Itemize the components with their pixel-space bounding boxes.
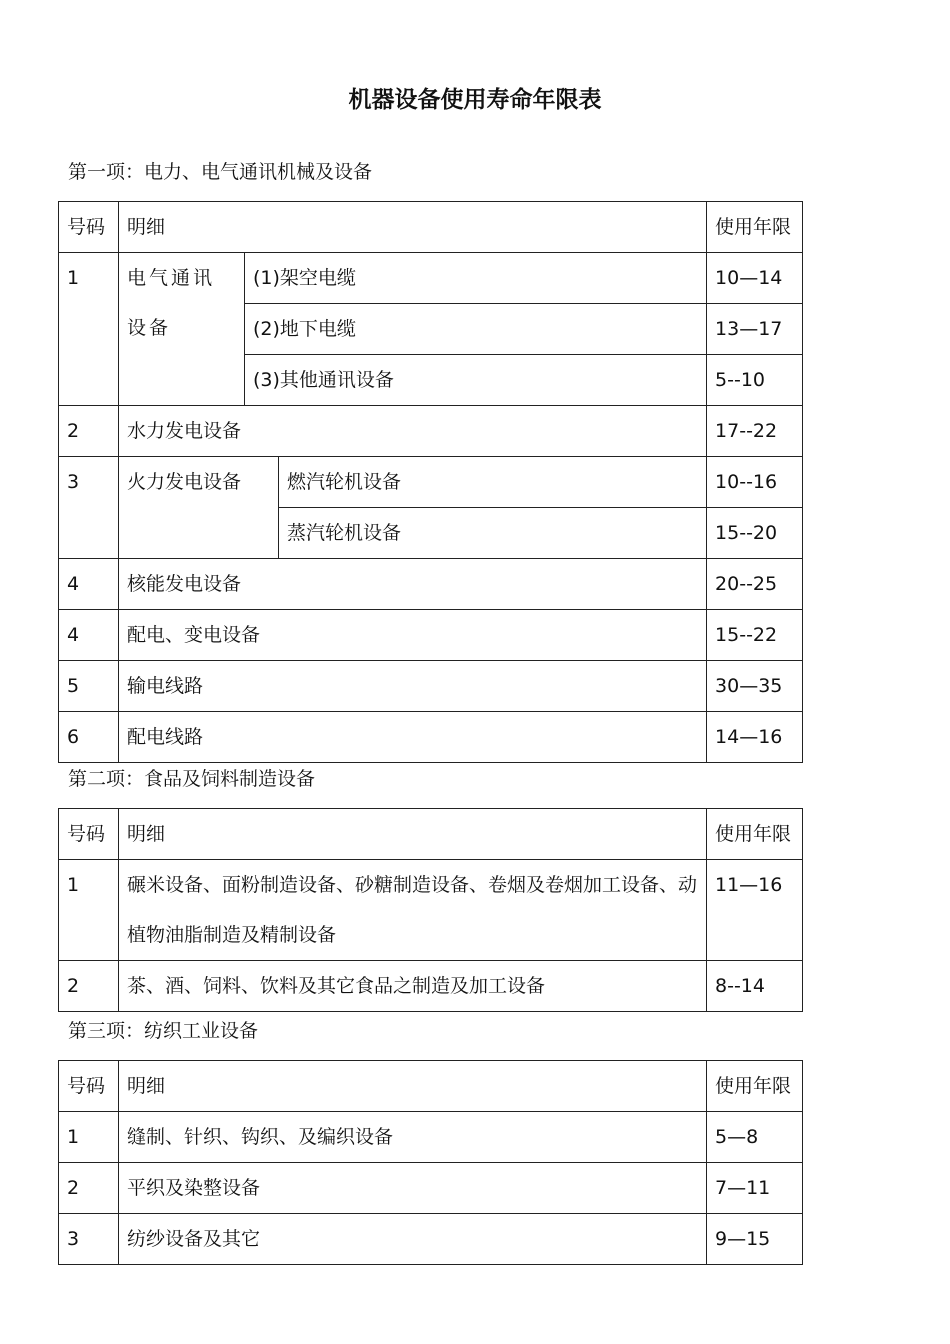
row-item: (2)地下电缆 [245, 304, 707, 355]
row-years: 9—15 [707, 1214, 803, 1265]
row-years: 30—35 [707, 661, 803, 712]
table-row [59, 1112, 803, 1163]
table-row [59, 457, 803, 508]
row-name: 配电、变电设备 [119, 610, 707, 661]
table-section-3 [58, 1060, 803, 1265]
row-no: 1 [59, 1112, 119, 1163]
row-no: 2 [59, 1163, 119, 1214]
row-name: 核能发电设备 [119, 559, 707, 610]
page-title: 机器设备使用寿命年限表 [348, 87, 602, 113]
row-years: 11—16 [707, 860, 803, 961]
table-row [59, 610, 803, 661]
row-years: 15--22 [707, 610, 803, 661]
row-years: 7—11 [707, 1163, 803, 1214]
row-name: 配电线路 [119, 712, 707, 763]
table-row [59, 1163, 803, 1214]
header-no: 号码 [59, 202, 119, 253]
table-row [59, 1214, 803, 1265]
row-item: 燃汽轮机设备 [279, 457, 707, 508]
table-row [59, 559, 803, 610]
row-years: 15--20 [707, 508, 803, 559]
table-header-row [59, 202, 803, 253]
row-years: 5--10 [707, 355, 803, 406]
row-years: 10--16 [707, 457, 803, 508]
row-no: 3 [59, 1214, 119, 1265]
section-heading: 第三项：纺织工业设备 [68, 1020, 259, 1042]
table-row [59, 860, 803, 961]
row-name: 平织及染整设备 [119, 1163, 707, 1214]
row-item: 蒸汽轮机设备 [279, 508, 707, 559]
section-heading: 第一项：电力、电气通讯机械及设备 [68, 161, 373, 183]
header-years: 使用年限 [707, 1061, 803, 1112]
table-row [59, 406, 803, 457]
row-item: (3)其他通讯设备 [245, 355, 707, 406]
header-no: 号码 [59, 809, 119, 860]
header-detail: 明细 [119, 809, 707, 860]
row-no: 3 [59, 457, 119, 559]
row-name: 缝制、针织、钩织、及编织设备 [119, 1112, 707, 1163]
table-row [59, 661, 803, 712]
table-header-row [59, 1061, 803, 1112]
row-years: 10—14 [707, 253, 803, 304]
table-header-row [59, 809, 803, 860]
row-years: 17--22 [707, 406, 803, 457]
row-name: 茶、酒、饲料、饮料及其它食品之制造及加工设备 [119, 961, 707, 1012]
row-name: 碾米设备、面粉制造设备、砂糖制造设备、卷烟及卷烟加工设备、动植物油脂制造及精制设备 [119, 860, 707, 961]
row-item: (1)架空电缆 [245, 253, 707, 304]
table-row [59, 712, 803, 763]
header-years: 使用年限 [707, 809, 803, 860]
row-no: 1 [59, 253, 119, 406]
row-no: 4 [59, 559, 119, 610]
table-row [59, 961, 803, 1012]
row-no: 5 [59, 661, 119, 712]
header-years: 使用年限 [707, 202, 803, 253]
row-no: 6 [59, 712, 119, 763]
row-group: 火力发电设备 [119, 457, 279, 559]
header-no: 号码 [59, 1061, 119, 1112]
row-no: 2 [59, 961, 119, 1012]
section-heading: 第二项：食品及饲料制造设备 [68, 768, 316, 790]
row-no: 1 [59, 860, 119, 961]
row-name: 输电线路 [119, 661, 707, 712]
row-no: 2 [59, 406, 119, 457]
row-name: 水力发电设备 [119, 406, 707, 457]
row-no: 4 [59, 610, 119, 661]
row-years: 5—8 [707, 1112, 803, 1163]
row-name: 纺纱设备及其它 [119, 1214, 707, 1265]
row-years: 20--25 [707, 559, 803, 610]
table-section-2 [58, 808, 803, 1012]
table-section-1 [58, 201, 803, 763]
row-group: 电气通讯设备 [119, 253, 245, 406]
table-row [59, 253, 803, 304]
row-years: 14—16 [707, 712, 803, 763]
row-years: 8--14 [707, 961, 803, 1012]
header-detail: 明细 [119, 1061, 707, 1112]
header-detail: 明细 [119, 202, 707, 253]
row-years: 13—17 [707, 304, 803, 355]
